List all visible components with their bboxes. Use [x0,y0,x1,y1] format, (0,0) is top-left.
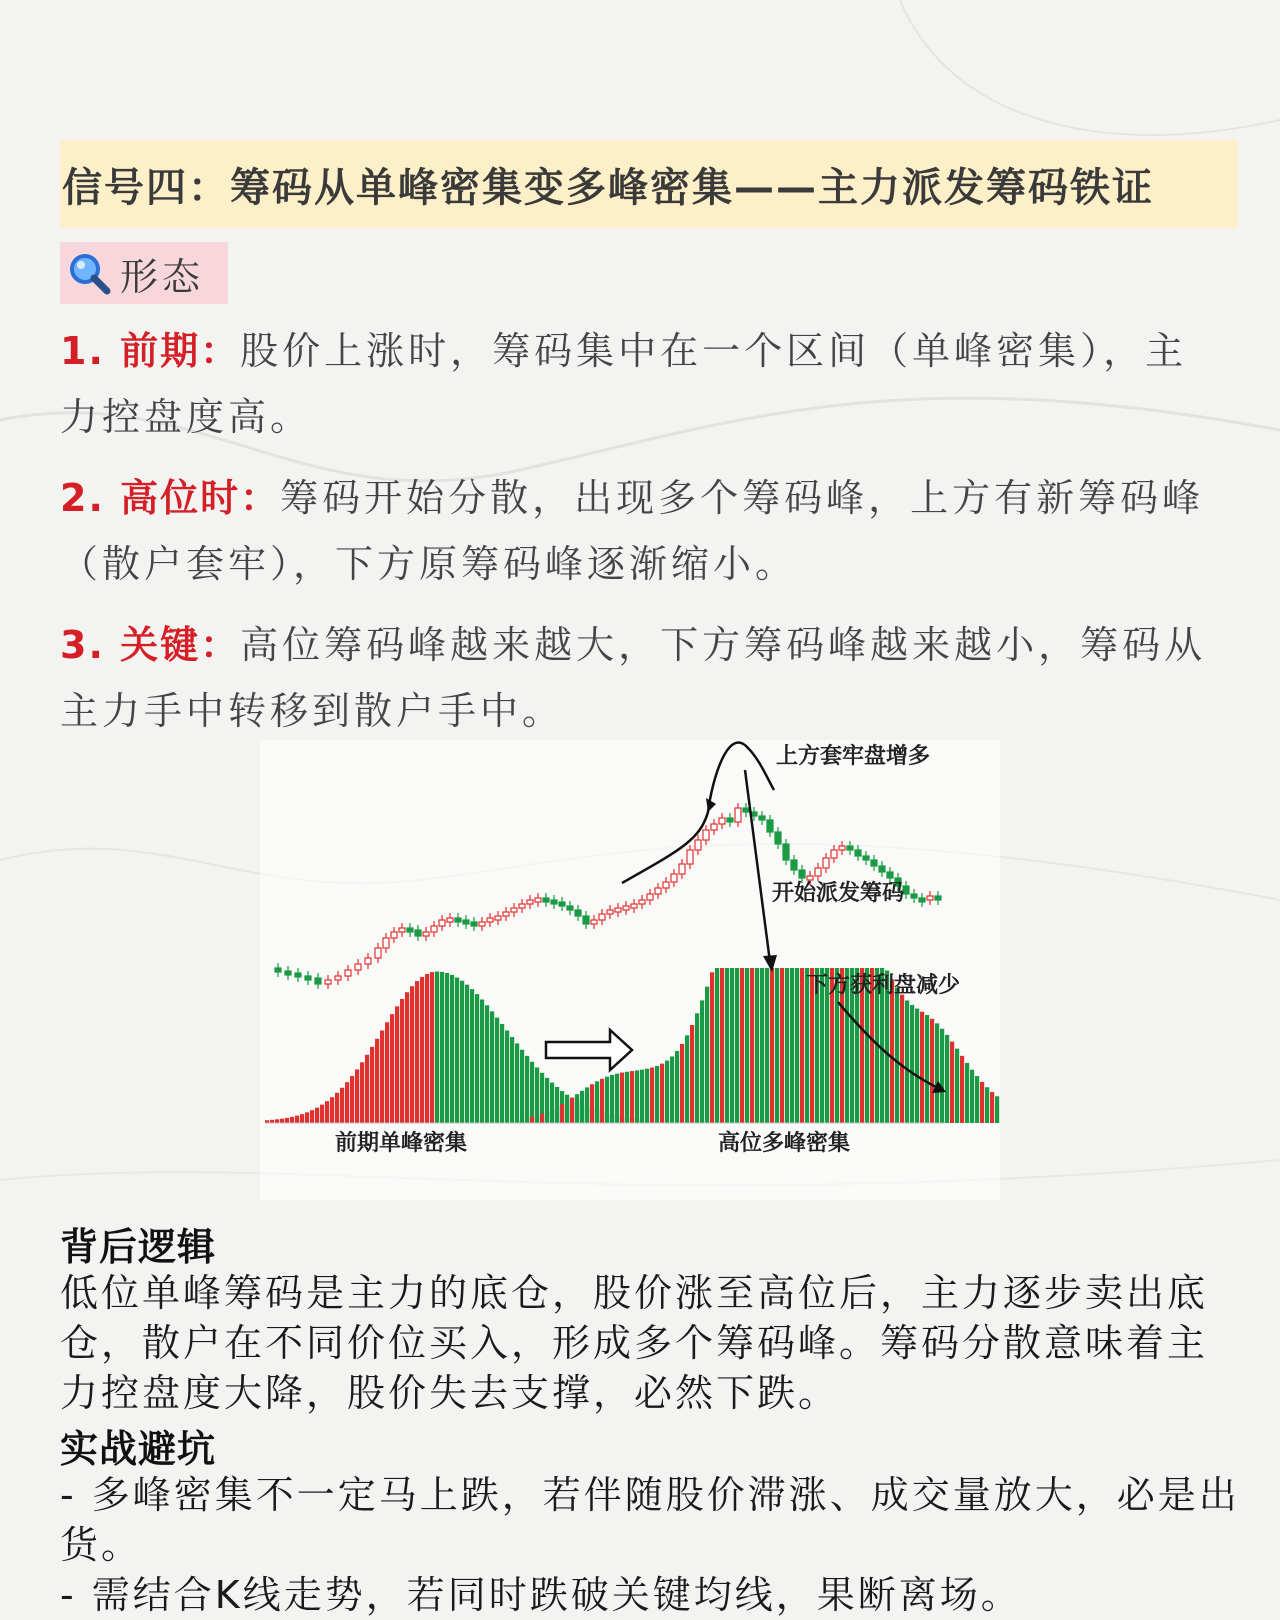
candle-body [775,832,781,844]
candle-body [623,906,629,910]
candle-body [575,910,581,916]
candle-body [559,902,565,906]
chip-bar [325,1101,329,1123]
magnifier-icon [66,250,112,296]
chip-bar [590,1084,594,1123]
chip-bar [385,1022,389,1123]
chip-bar [905,1000,909,1123]
chip-bar [955,1049,959,1123]
chip-bar [680,1044,684,1123]
chip-bar [530,1117,534,1123]
candle-body [305,976,311,980]
chip-bar [790,968,794,1123]
point-2-text: 筹码开始分散，出现多个筹码峰，上方有新筹码峰（散户套牢），下方原筹码峰逐渐缩小。 [60,476,1205,586]
chip-bar [520,1050,524,1123]
candle-body [607,910,613,914]
logic-body: 低位单峰筹码是主力的底仓，股价涨至高位后，主力逐步卖出底仓，散户在不同价位买入，形成多个筹码峰。筹码分散意味着主力控盘度大降，股价失去支撑，必然下跌。 [60,1271,1209,1415]
chip-bar [760,968,764,1123]
candle-body [855,850,861,856]
chip-bar [335,1093,339,1123]
practice-item-1: - 多峰密集不一定马上跌，若伴随股价滞涨、成交量放大，必是出货。 [60,1473,1240,1567]
chip-bar [380,1031,384,1123]
point-3-text: 高位筹码峰越来越大，下方筹码峰越来越小，筹码从主力手中转移到散户手中。 [60,623,1207,733]
candle-body [487,918,493,922]
candle-body [911,894,917,898]
chip-bar [940,1029,944,1123]
candle-body [799,870,805,878]
chip-bar [610,1075,614,1123]
candle-body [687,850,693,864]
candle-body [847,846,853,850]
candle-body [325,980,331,984]
chip-bar [535,1067,539,1123]
chip-bar [420,977,424,1123]
chip-bar [575,1094,579,1123]
candle-body [519,904,525,908]
chip-bar [785,968,789,1123]
chip-bar [980,1082,984,1123]
candle-body [591,920,597,924]
tag-label: 形态 [120,254,205,299]
candle-body [383,938,389,948]
chip-bar [605,1077,609,1123]
chip-bar [655,1066,659,1123]
chip-bar [285,1118,289,1123]
section-tag [60,242,228,304]
candle-body [599,914,605,920]
chip-bar [640,1070,644,1123]
candle-body [423,932,429,936]
chip-bar [900,995,904,1123]
chip-bar [910,1005,914,1123]
candle-body [543,898,549,902]
chip-bar [515,1043,519,1123]
chip-bar [950,1042,954,1123]
chip-bar [755,968,759,1123]
point-2-label: 2. 高位时： [60,476,281,520]
chip-bar [915,1009,919,1123]
candle-body [743,808,749,812]
chip-bar [540,1114,544,1123]
candle-body [647,894,653,900]
logic-heading: 背后逻辑 [60,1225,217,1269]
chip-bar [365,1055,369,1123]
candle-body [583,916,589,924]
chip-bar [580,1091,584,1123]
chip-bar [710,972,714,1123]
chip-bar [535,1115,539,1123]
chip-bar [595,1081,599,1123]
candle-body [511,908,517,912]
chip-bar [440,972,444,1123]
candle-body [679,864,685,874]
chip-bar [545,1112,549,1123]
point-1-text: 股价上涨时，筹码集中在一个区间（单峰密集），主力控盘度高。 [60,329,1188,439]
candle-body [711,824,717,830]
point-3-label: 3. 关键： [60,623,241,667]
chip-bar [670,1056,674,1123]
chip-bar [630,1071,634,1123]
chip-bar [625,1072,629,1123]
candle-body [479,922,485,926]
candle-body [839,846,845,850]
chip-bar [435,972,439,1124]
chip-bar [470,989,474,1123]
chip-bar [775,968,779,1123]
chip-bar [430,972,434,1123]
chip-bar [310,1110,314,1123]
candle-body [671,874,677,882]
chip-bar [500,1024,504,1123]
candle-body [447,918,453,922]
chip-bar [600,1079,604,1123]
chip-bar [425,974,429,1123]
point-2 [60,465,1220,597]
candle-body [863,856,869,860]
candle-body [927,896,933,900]
chip-bar [405,992,409,1123]
chip-bar [735,968,739,1123]
candle-body [285,971,291,975]
candle-body [335,976,341,980]
chip-bar [995,1096,999,1123]
practice-heading: 实战避坑 [60,1427,217,1471]
candle-body [431,926,437,932]
candle-body [831,850,837,858]
chip-bar [935,1023,939,1123]
chip-bar [375,1039,379,1123]
candle-body [495,916,501,920]
chip-bar [415,981,419,1123]
chip-bar [315,1108,319,1123]
figure-svg [260,740,1000,1200]
chip-bar [410,986,414,1123]
chip-bar [355,1069,359,1123]
candle-body [345,970,351,976]
candle-body [295,973,301,977]
candle-body [399,928,405,932]
point-1 [60,318,1220,450]
candle-body [703,830,709,840]
chip-bar [300,1114,304,1123]
candle-body [315,978,321,984]
candle-body [767,820,773,832]
candle-body [365,958,371,964]
candle-body [439,920,445,926]
label-multi-peak: 高位多峰密集 [718,1131,851,1156]
chip-bar [635,1070,639,1123]
candle-body [407,928,413,932]
chip-bar [560,1104,564,1123]
chip-bar [445,973,449,1123]
chip-bar [720,968,724,1123]
chip-bar [555,1107,559,1123]
candle-body [735,808,741,822]
annotation-mid: 开始派发筹码 [772,881,905,906]
chip-bar [520,1119,524,1123]
candle-body [631,904,637,908]
chip-bar [985,1087,989,1123]
candle-body [783,844,789,860]
candle-body [823,858,829,868]
chip-bar [400,999,404,1123]
chip-bar [970,1070,974,1123]
chip-bar [990,1092,994,1123]
point-1-label: 1. 前期： [60,329,241,373]
chip-bar [350,1076,354,1123]
chip-bar [890,979,894,1123]
chip-bar [525,1118,529,1123]
title-bar [60,140,1238,228]
candle-body [815,868,821,876]
candle-body [879,866,885,872]
chip-bar [480,1000,484,1123]
chip-bar [765,968,769,1123]
chip-bar [565,1101,569,1123]
candle-body [639,900,645,904]
chip-bar [645,1069,649,1123]
chip-bar [320,1105,324,1123]
chip-bar [585,1087,589,1123]
chip-bar [700,1000,704,1123]
chip-bar [745,968,749,1123]
chip-bar [370,1047,374,1123]
chip-bar [495,1018,499,1123]
candle-body [355,964,361,970]
candle-body [919,898,925,902]
practice-list [60,1470,1240,1620]
candle-body [375,948,381,958]
candle-body [415,930,421,936]
page-title: 信号四：筹码从单峰密集变多峰密集——主力派发筹码铁证 [62,164,1154,211]
chip-bar [510,1037,514,1123]
chip-bar [450,975,454,1123]
chip-bar [705,987,709,1123]
chip-bar [530,1062,534,1123]
candle-body [567,906,573,910]
chip-bar [725,968,729,1123]
chip-bar [740,968,744,1123]
chip-bar [780,968,784,1123]
chip-bar [460,981,464,1123]
candle-body [655,888,661,894]
chip-bar [960,1056,964,1123]
practice-item-2: - 需结合K线走势，若同时跌破关键均线，果断离场。 [60,1573,1022,1617]
candle-body [695,840,701,850]
chip-bar [295,1116,299,1123]
chip-bar [515,1120,519,1123]
chip-bar [895,988,899,1123]
chip-bar [695,1013,699,1123]
chip-bar [550,1109,554,1123]
chip-bar [975,1076,979,1123]
chip-bar [800,968,804,1123]
candle-body [807,876,813,880]
candle-body [471,922,477,926]
chip-bar [930,1019,934,1123]
chip-bar [525,1056,529,1123]
candle-body [551,900,557,904]
chip-bar [330,1097,334,1123]
chip-bar [465,985,469,1123]
candle-body [759,816,765,820]
chip-bar [490,1011,494,1123]
chip-distribution-figure [260,740,1000,1200]
chip-bar [795,968,799,1123]
chip-bar [920,1012,924,1123]
chip-bar [505,1031,509,1123]
candle-body [527,900,533,904]
chip-bar [615,1074,619,1123]
candle-body [503,912,509,916]
chip-bar [925,1015,929,1123]
candle-body [275,968,281,972]
candle-body [791,860,797,870]
chip-bar [280,1119,284,1123]
chip-bar [275,1119,279,1123]
chip-bar [750,968,754,1123]
chip-bar [390,1014,394,1123]
candle-body [455,918,461,922]
chip-bar [455,977,459,1123]
candle-body [727,818,733,822]
annotation-low: 下方获利盘减少 [806,973,961,998]
chip-bar [395,1006,399,1123]
candle-body [887,872,893,878]
chip-bar [770,968,774,1123]
candle-body [535,898,541,902]
chip-bar [290,1117,294,1123]
candle-body [391,932,397,938]
annotation-top: 上方套牢盘增多 [776,744,931,770]
chip-bar [485,1005,489,1123]
chip-bar [675,1051,679,1123]
candle-body [615,908,621,912]
chip-bar [965,1063,969,1123]
chip-bar [715,968,719,1123]
candle-body [463,920,469,924]
chip-bar [730,968,734,1123]
candle-body [663,882,669,888]
chip-bar [305,1112,309,1123]
chip-bar [945,1035,949,1123]
chip-bar [660,1064,664,1123]
label-single-peak: 前期单峰密集 [335,1131,468,1156]
candle-body [719,818,725,824]
chip-bar [570,1098,574,1123]
chip-bar [475,994,479,1123]
chip-bar [690,1025,694,1123]
chip-bar [340,1088,344,1123]
candle-body [871,860,877,866]
point-3 [60,612,1220,744]
chip-bar [650,1068,654,1123]
chip-bar [620,1073,624,1123]
chip-bar [665,1061,669,1123]
chip-bar [345,1082,349,1123]
chip-bar [360,1062,364,1123]
candle-body [935,896,941,900]
chip-bar [685,1035,689,1123]
